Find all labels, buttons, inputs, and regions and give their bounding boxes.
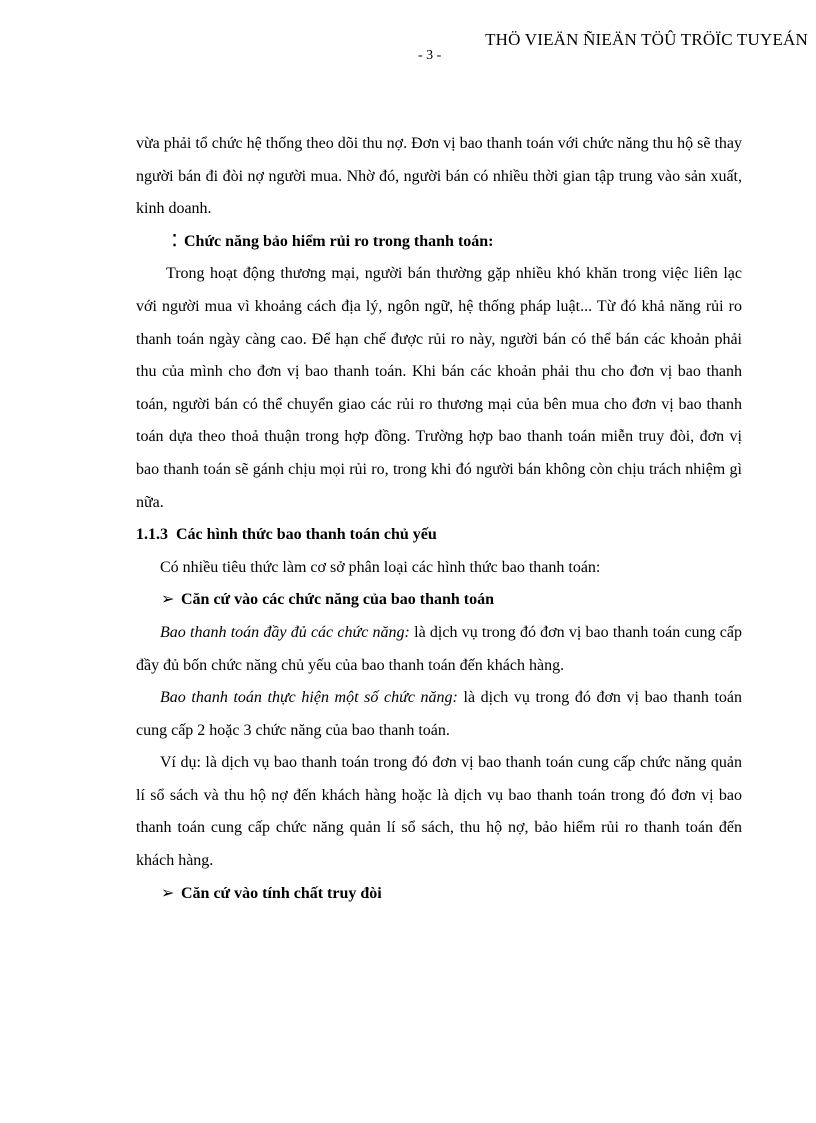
arrow-bullet-icon: ➢ xyxy=(161,884,175,902)
paragraph-full-service-factoring xyxy=(136,617,742,682)
arrow-heading-by-recourse xyxy=(161,878,742,911)
definition-partial-service: là dịch vụ trong đó đơn vị bao thanh toán cung cấp 2 hoặc 3 chức năng của bao thanh toán. xyxy=(136,689,743,739)
term-full-service: Bao thanh toán đầy đủ các chức năng: xyxy=(160,623,410,641)
bullet-mark: ⁚ xyxy=(172,232,178,250)
arrow-heading-label: Căn cứ vào các chức năng của bao thanh toán xyxy=(181,591,495,609)
arrow-heading-label: Căn cứ vào tính chất truy đòi xyxy=(181,884,382,902)
section-title: Các hình thức bao thanh toán chủ yếu xyxy=(176,526,437,544)
page-number: - 3 - xyxy=(418,48,442,63)
definition-full-service: là dịch vụ trong đó đơn vị bao thanh toán cung cấp đầy đủ bốn chức năng chủ yếu của bao thanh toán đến khách hàng. xyxy=(136,623,742,674)
paragraph-partial-service-factoring xyxy=(136,682,742,747)
paragraph-risk-insurance: Trong hoạt động thương mại, người bán thường gặp nhiều khó khăn trong việc liên lạc với người mua vì khoảng cách địa lý, ngôn ngữ, hệ thống pháp luật... Từ đó khả năng rủi ro thanh toán ngày càng cao. Để hạn chế được rủi ro này, người bán có thể bán các khoản phải thu của mình cho đơn vị bao thanh toán. Khi bán các khoản phải thu cho đơn vị bao thanh toán, người bán có thể chuyển giao các rủi ro thương mại của bên mua cho đơn vị bao thanh toán dựa theo thoả thuận trong hợp đồng. Trường hợp bao thanh toán miễn truy đòi, đơn vị bao thanh toán sẽ gánh chịu mọi rủi ro, trong khi đó người bán không còn chịu trách nhiệm gì nữa. xyxy=(136,265,742,511)
arrow-bullet-icon: ➢ xyxy=(161,591,175,609)
page-header-title: THÖ VIEÄN ÑIEÄN TÖÛ TRÖÏC TUYEÁN xyxy=(485,30,808,49)
paragraph-classification-intro: Có nhiều tiêu thức làm cơ sở phân loại các hình thức bao thanh toán: xyxy=(160,558,601,576)
section-heading-1-1-3 xyxy=(136,519,742,552)
subheading-risk-insurance-function xyxy=(172,226,742,259)
paragraph-example: Ví dụ: là dịch vụ bao thanh toán trong đó đơn vị bao thanh toán cung cấp chức năng quản lí sổ sách và thu hộ nợ đến khách hàng hoặc là dịch vụ bao thanh toán trong đó đơn vị bao thanh toán cung cấp chức năng quản lí sổ sách, thu hộ nợ, bảo hiểm rủi ro thanh toán đến khách hàng. xyxy=(136,754,742,870)
term-partial-service: Bao thanh toán thực hiện một số chức năng: xyxy=(160,689,458,707)
arrow-heading-by-function xyxy=(161,584,742,617)
paragraph-collection-function-end: vừa phải tổ chức hệ thống theo dõi thu nợ. Đơn vị bao thanh toán với chức năng thu hộ sẽ thay người bán đi đòi nợ người mua. Nhờ đó, người bán có nhiều thời gian tập trung vào sản xuất, kinh doanh. xyxy=(136,135,742,218)
section-number: 1.1.3 xyxy=(136,526,168,544)
document-body xyxy=(136,128,742,910)
subheading-label: Chức năng bảo hiểm rủi ro trong thanh toán: xyxy=(184,232,494,250)
